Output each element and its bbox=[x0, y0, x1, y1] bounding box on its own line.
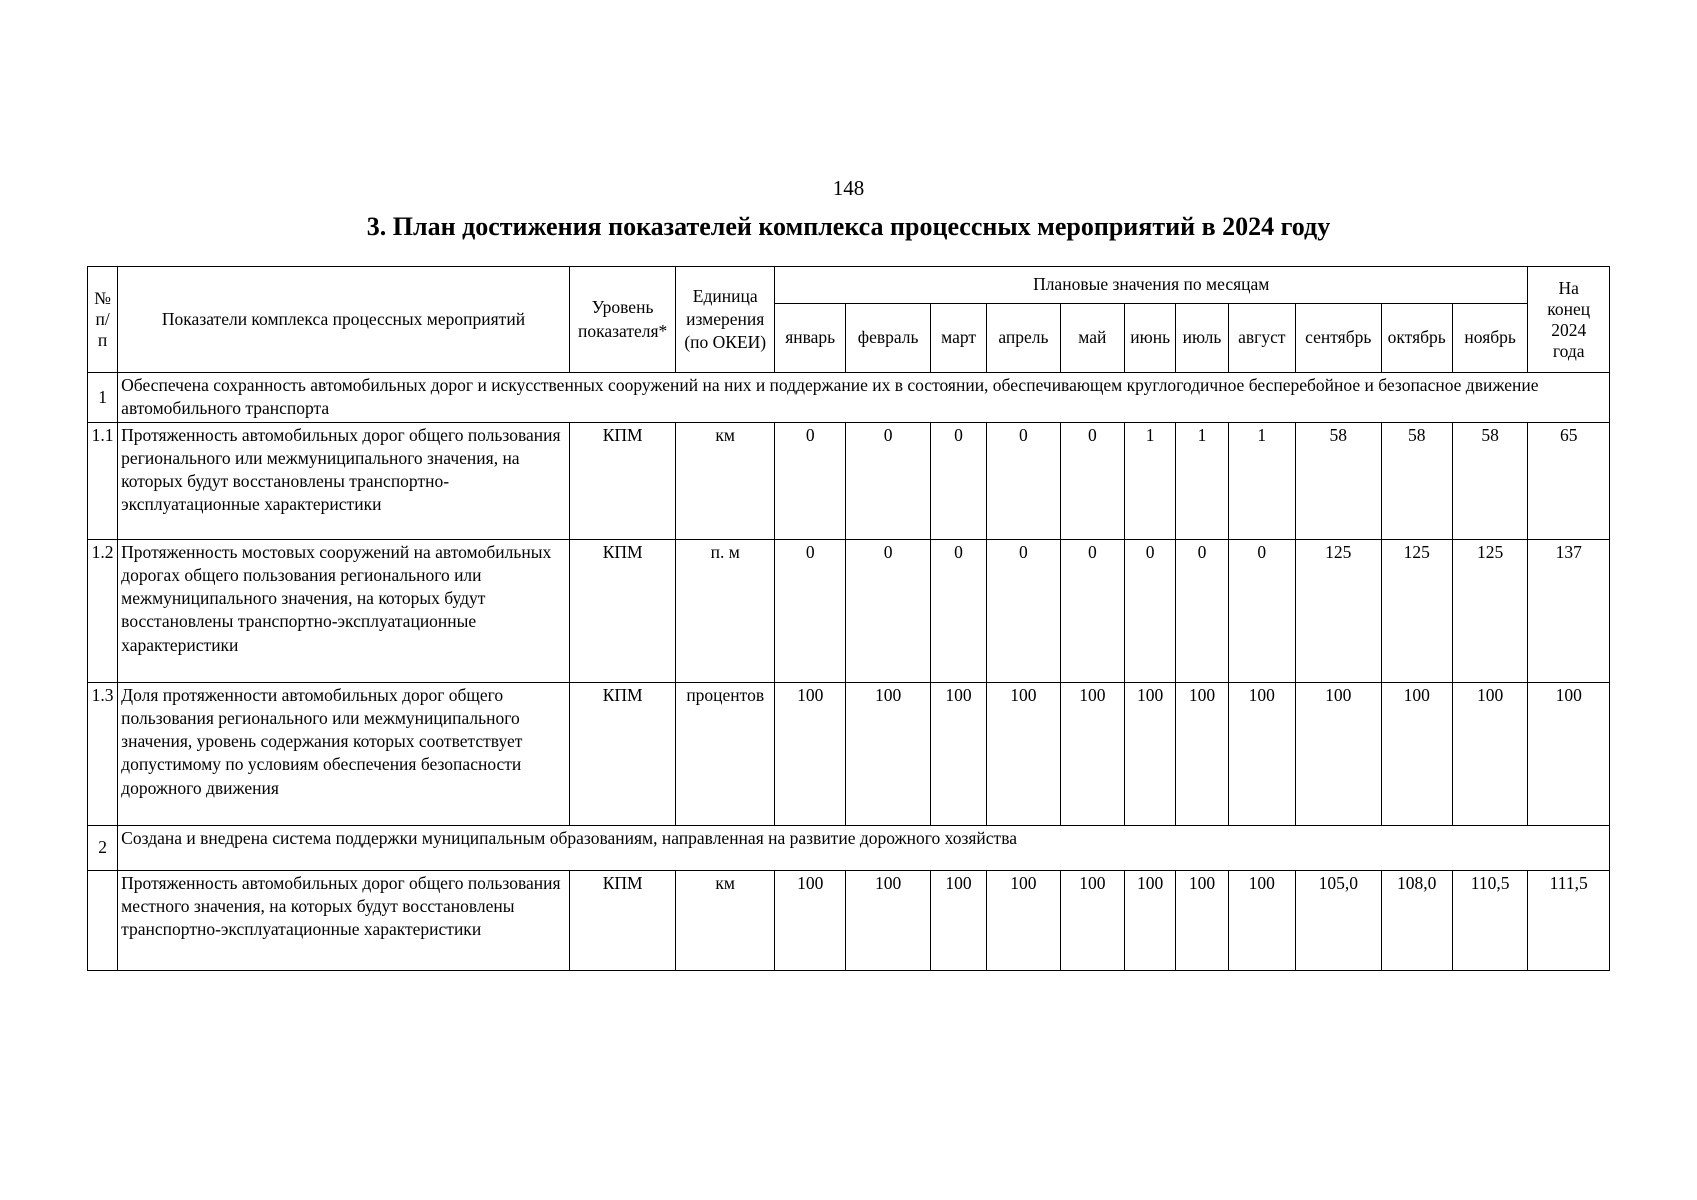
header-month: август bbox=[1228, 304, 1295, 373]
end-of-year-value: 100 bbox=[1528, 682, 1610, 825]
section-title: Создана и внедрена система поддержки муниципальным образованиям, направленная на развитие дорожного хозяйства bbox=[118, 825, 1610, 870]
table-row bbox=[88, 682, 1610, 825]
end-of-year-value: 111,5 bbox=[1528, 870, 1610, 970]
header-month: июль bbox=[1176, 304, 1228, 373]
end-of-year-value: 137 bbox=[1528, 539, 1610, 682]
month-value: 110,5 bbox=[1452, 870, 1528, 970]
month-value: 0 bbox=[775, 539, 846, 682]
month-value: 0 bbox=[987, 539, 1060, 682]
header-months-group: Плановые значения по месяцам bbox=[775, 267, 1528, 304]
month-value: 100 bbox=[846, 870, 930, 970]
month-value: 100 bbox=[1296, 682, 1382, 825]
month-value: 100 bbox=[1228, 682, 1295, 825]
header-month: июнь bbox=[1125, 304, 1176, 373]
indicator-level: КПМ bbox=[569, 870, 676, 970]
indicator-unit: км bbox=[676, 870, 775, 970]
indicator-name: Доля протяженности автомобильных дорог общего пользования регионального или межмуниципального значения, уровень содержания которых соответствует допустимому по условиям обеспечения безопасности дорожного движения bbox=[118, 682, 570, 825]
month-value: 0 bbox=[1125, 539, 1176, 682]
month-value: 125 bbox=[1296, 539, 1382, 682]
month-value: 100 bbox=[846, 682, 930, 825]
month-value: 100 bbox=[987, 870, 1060, 970]
row-number: 1.2 bbox=[88, 539, 118, 682]
row-number: 1.1 bbox=[88, 422, 118, 539]
section-title: Обеспечена сохранность автомобильных дорог и искусственных сооружений на них и поддержание их в состоянии, обеспечивающем круглогодичное бесперебойное и безопасное движение автомобильного транспорта bbox=[118, 373, 1610, 423]
month-value: 125 bbox=[1452, 539, 1528, 682]
indicator-unit: процентов bbox=[676, 682, 775, 825]
section-row bbox=[88, 825, 1610, 870]
table-row bbox=[88, 539, 1610, 682]
header-month: ноябрь bbox=[1452, 304, 1528, 373]
header-indicator-name: Показатели комплекса процессных мероприятий bbox=[118, 267, 570, 373]
header-month: февраль bbox=[846, 304, 930, 373]
month-value: 105,0 bbox=[1296, 870, 1382, 970]
indicator-level: КПМ bbox=[569, 539, 676, 682]
plan-table bbox=[87, 266, 1610, 971]
month-value: 100 bbox=[775, 682, 846, 825]
header-month: сентябрь bbox=[1296, 304, 1382, 373]
month-value: 100 bbox=[775, 870, 846, 970]
month-value: 0 bbox=[846, 539, 930, 682]
month-value: 0 bbox=[930, 422, 986, 539]
month-value: 0 bbox=[1060, 539, 1124, 682]
month-value: 0 bbox=[987, 422, 1060, 539]
month-value: 0 bbox=[930, 539, 986, 682]
header-unit: Единица измерения (по ОКЕИ) bbox=[676, 267, 775, 373]
month-value: 58 bbox=[1296, 422, 1382, 539]
month-value: 0 bbox=[1176, 539, 1228, 682]
month-value: 58 bbox=[1381, 422, 1452, 539]
header-month: январь bbox=[775, 304, 846, 373]
month-value: 100 bbox=[987, 682, 1060, 825]
month-value: 100 bbox=[1125, 870, 1176, 970]
month-value: 58 bbox=[1452, 422, 1528, 539]
indicator-name: Протяженность автомобильных дорог общего пользования регионального или межмуниципального значения, на которых будут восстановлены транспортно-эксплуатационные характеристики bbox=[118, 422, 570, 539]
header-num: № п/п bbox=[88, 267, 118, 373]
month-value: 108,0 bbox=[1381, 870, 1452, 970]
month-value: 100 bbox=[1228, 870, 1295, 970]
header-month: октябрь bbox=[1381, 304, 1452, 373]
header-end-of-year: На конец 2024 года bbox=[1528, 267, 1610, 373]
row-number bbox=[88, 870, 118, 970]
document-title: 3. План достижения показателей комплекса процессных мероприятий в 2024 году bbox=[366, 212, 1331, 241]
month-value: 1 bbox=[1228, 422, 1295, 539]
month-value: 0 bbox=[1228, 539, 1295, 682]
section-row bbox=[88, 373, 1610, 423]
row-number: 2 bbox=[88, 825, 118, 870]
header-month: май bbox=[1060, 304, 1124, 373]
month-value: 100 bbox=[1381, 682, 1452, 825]
month-value: 1 bbox=[1176, 422, 1228, 539]
month-value: 100 bbox=[1060, 682, 1124, 825]
indicator-name: Протяженность автомобильных дорог общего пользования местного значения, на которых будут восстановлены транспортно-эксплуатационные характеристики bbox=[118, 870, 570, 970]
indicator-name: Протяженность мостовых сооружений на автомобильных дорогах общего пользования регионального или межмуниципального значения, на которых будут восстановлены транспортно-эксплуатационные характеристики bbox=[118, 539, 570, 682]
header-month: апрель bbox=[987, 304, 1060, 373]
month-value: 100 bbox=[1176, 682, 1228, 825]
month-value: 1 bbox=[1125, 422, 1176, 539]
month-value: 0 bbox=[846, 422, 930, 539]
month-value: 100 bbox=[930, 870, 986, 970]
month-value: 100 bbox=[1125, 682, 1176, 825]
month-value: 100 bbox=[1176, 870, 1228, 970]
row-number: 1 bbox=[88, 373, 118, 423]
table-row bbox=[88, 422, 1610, 539]
month-value: 100 bbox=[930, 682, 986, 825]
row-number: 1.3 bbox=[88, 682, 118, 825]
indicator-level: КПМ bbox=[569, 682, 676, 825]
header-level: Уровень показателя* bbox=[569, 267, 676, 373]
page-number: 148 bbox=[832, 176, 865, 200]
end-of-year-value: 65 bbox=[1528, 422, 1610, 539]
month-value: 100 bbox=[1060, 870, 1124, 970]
indicator-unit: п. м bbox=[676, 539, 775, 682]
month-value: 100 bbox=[1452, 682, 1528, 825]
month-value: 0 bbox=[1060, 422, 1124, 539]
indicator-unit: км bbox=[676, 422, 775, 539]
month-value: 125 bbox=[1381, 539, 1452, 682]
indicator-level: КПМ bbox=[569, 422, 676, 539]
header-month: март bbox=[930, 304, 986, 373]
month-value: 0 bbox=[775, 422, 846, 539]
table-row bbox=[88, 870, 1610, 970]
